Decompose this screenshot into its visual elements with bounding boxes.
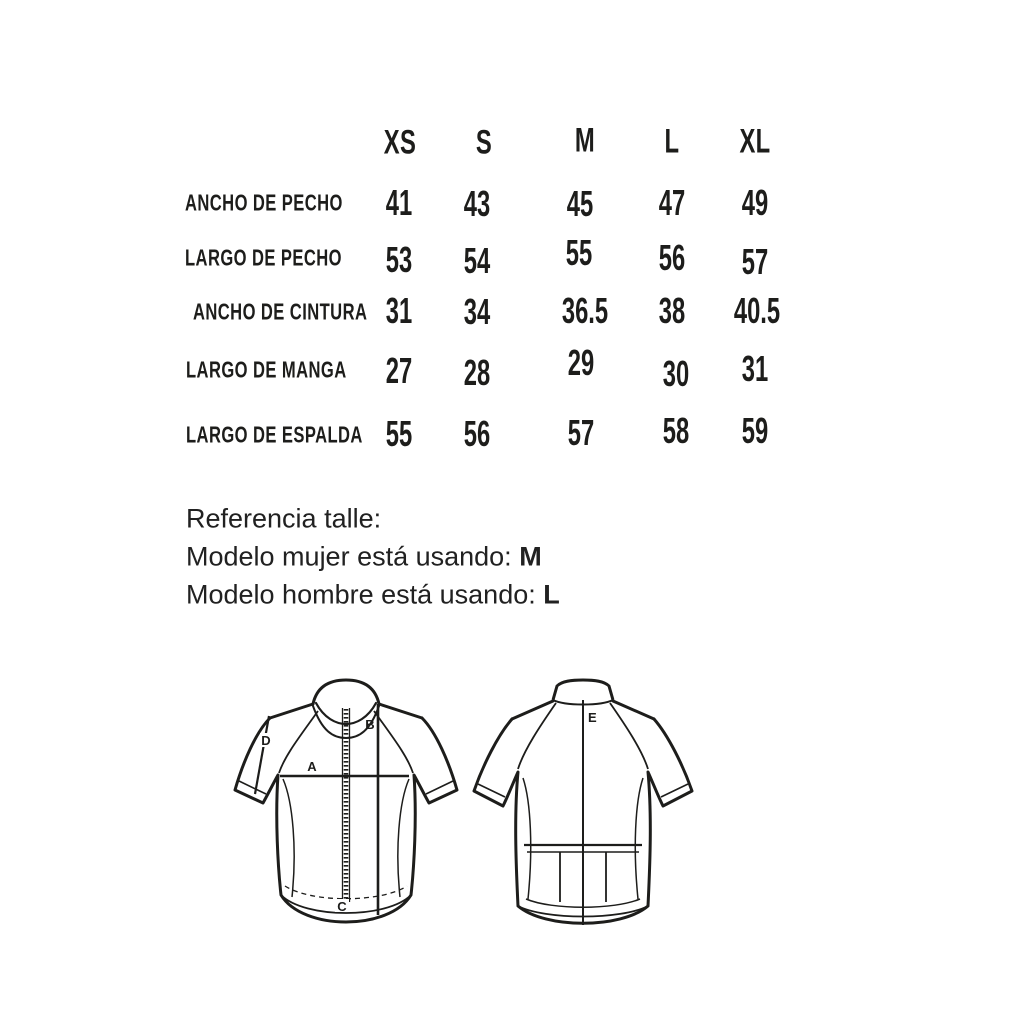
- size-header-m: M: [574, 121, 596, 160]
- size-value: 43: [463, 183, 491, 224]
- jersey-front-diagram: [235, 680, 457, 922]
- reference-line-mujer: Modelo mujer está usando: M: [186, 541, 542, 572]
- size-header-xs: XS: [383, 123, 417, 162]
- front-collar-outer: [313, 680, 379, 704]
- front-outline: [235, 718, 457, 922]
- size-value: 55: [565, 232, 593, 273]
- back-collar: [553, 680, 613, 700]
- row-label-ancho-de-cintura: ANCHO DE CINTURA: [193, 298, 368, 325]
- size-value: 41: [385, 182, 413, 223]
- size-value: 36.5: [561, 290, 609, 331]
- size-header-l: L: [664, 122, 680, 161]
- row-label-ancho-de-pecho: ANCHO DE PECHO: [185, 189, 343, 216]
- size-value: 58: [662, 410, 690, 451]
- row-label-largo-de-pecho: LARGO DE PECHO: [185, 244, 342, 271]
- size-header-s: S: [475, 123, 493, 162]
- size-value: 49: [741, 182, 769, 223]
- size-value: 30: [662, 353, 690, 394]
- size-value: 47: [658, 182, 686, 223]
- marker-C-bottom-hem: C: [337, 899, 347, 914]
- model-size-hombre: L: [543, 579, 560, 610]
- size-value: 56: [463, 413, 491, 454]
- reference-line-hombre: Modelo hombre está usando: L: [186, 579, 560, 610]
- size-value: 57: [741, 241, 769, 282]
- size-value: 45: [566, 183, 594, 224]
- marker-A-chest-width: A: [307, 759, 317, 774]
- row-label-largo-de-manga: LARGO DE MANGA: [186, 356, 347, 383]
- reference-title: Referencia talle:: [186, 503, 382, 534]
- size-value: 56: [658, 237, 686, 278]
- size-value: 53: [385, 239, 413, 280]
- size-value: 27: [385, 350, 413, 391]
- size-value: 34: [463, 291, 491, 332]
- size-value: 31: [741, 348, 769, 389]
- size-value: 59: [741, 410, 769, 451]
- marker-B-front-length: B: [365, 717, 375, 732]
- model-size-mujer: M: [519, 541, 542, 572]
- jersey-back-diagram: [474, 680, 692, 925]
- size-header-xl: XL: [739, 122, 771, 161]
- row-label-largo-de-espalda: LARGO DE ESPALDA: [186, 421, 363, 448]
- size-value: 31: [385, 290, 413, 331]
- size-value: 38: [658, 290, 686, 331]
- marker-D-sleeve-length: D: [261, 733, 271, 748]
- size-value: 54: [463, 240, 491, 281]
- front-hem-dashed-seam: [285, 886, 407, 899]
- size-value: 57: [567, 412, 595, 453]
- jersey-measurement-diagram: [220, 655, 720, 955]
- size-value: 28: [463, 352, 491, 393]
- front-shoulders: [270, 704, 422, 718]
- size-value: 55: [385, 413, 413, 454]
- size-value: 40.5: [733, 290, 781, 331]
- marker-E-back-length: E: [588, 710, 597, 725]
- size-value: 29: [567, 342, 595, 383]
